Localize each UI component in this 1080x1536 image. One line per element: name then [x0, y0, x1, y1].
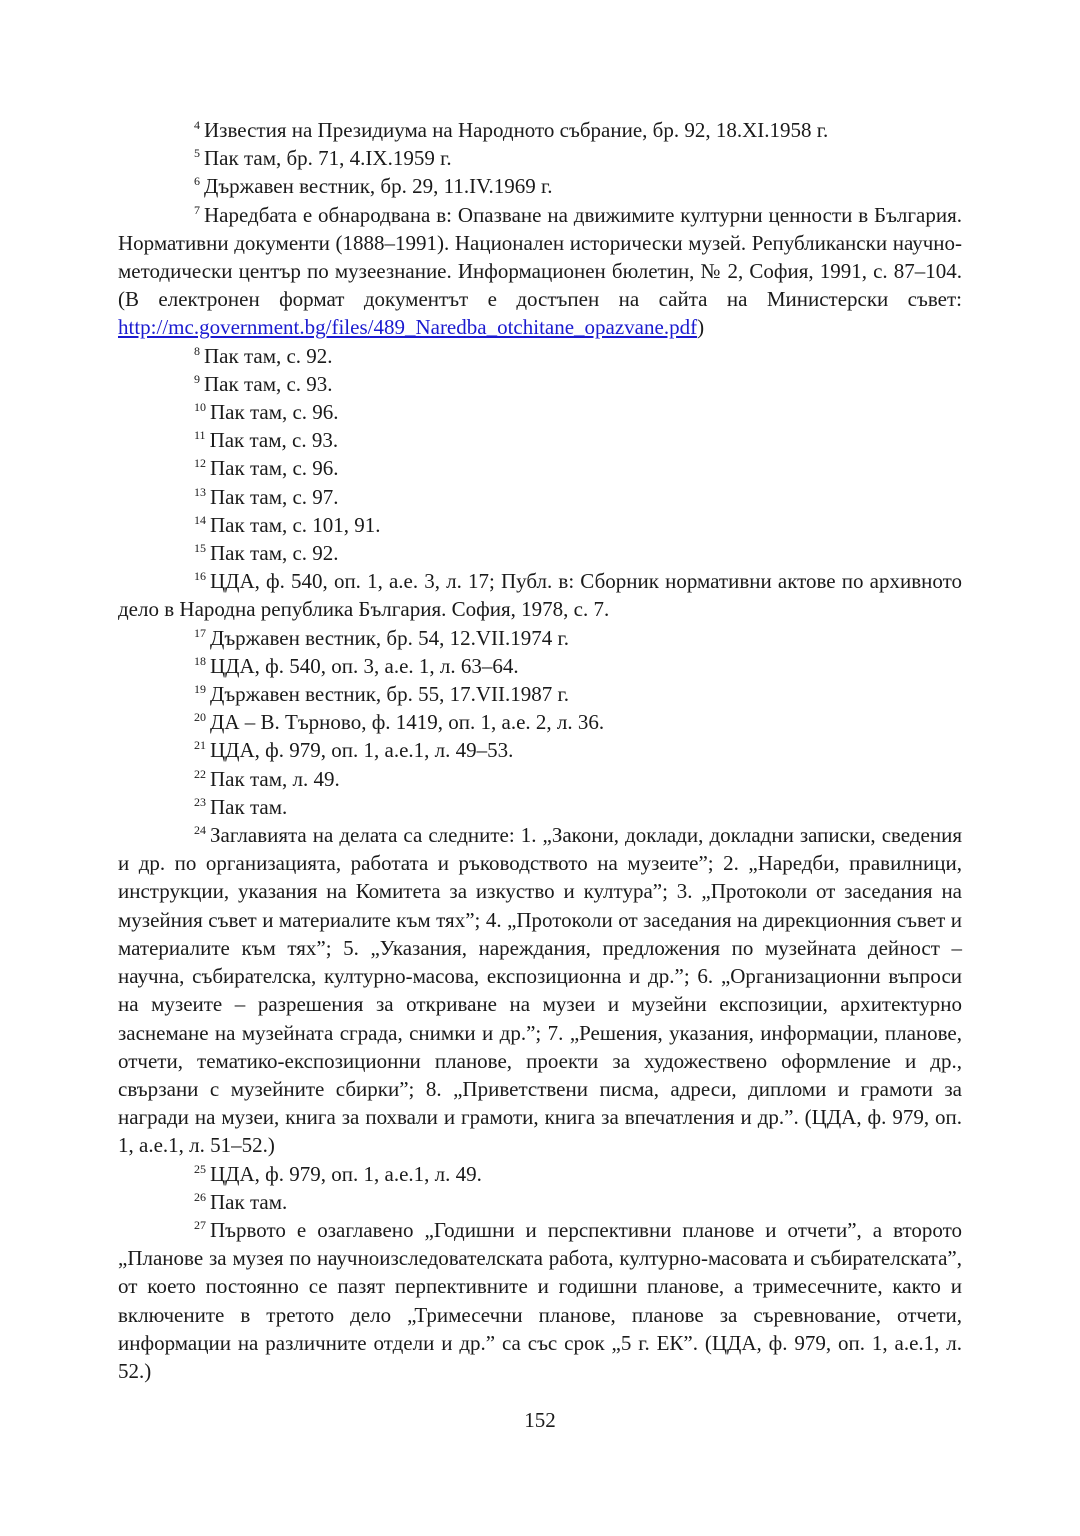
footnote-number: 16 [194, 569, 206, 584]
footnote-text: Пак там, бр. 71, 4.IX.1959 г. [204, 146, 452, 171]
page-number: 152 [524, 1408, 556, 1432]
footnote-number: 25 [194, 1161, 206, 1176]
footnote [118, 370, 962, 398]
footnote [118, 652, 962, 680]
footnote-text: ЦДА, ф. 540, оп. 1, а.е. 3, л. 17; Публ. в: Сборник нормативни актове по архивното дело в Народна република България. София, 1978, с. 7. [118, 569, 962, 622]
footnote-text: Пак там, с. 97. [210, 484, 339, 509]
footnote [118, 426, 962, 454]
footnote-text: Пак там, с. 96. [210, 400, 339, 425]
footnote [118, 765, 962, 793]
footnote [118, 821, 962, 1159]
footnote-number: 19 [194, 682, 206, 697]
footnote-number: 12 [194, 456, 206, 471]
footnote [118, 483, 962, 511]
footnote-text: Първото е озаглавено „Годишни и перспективни планове и отчети”, а второто „Планове за музея по научноизследователската работа, културно-масовата и събирателската”, от което постоянно се пазят перпективните и годишни планове, а тримесечните, както и включените в третото дело „Тримесечни планове, планове за съревнование, отчети, информации на различните отдели и др.” са със срок „5 г. ЕК”. (ЦДА, ф. 979, оп. 1, а.е.1, л. 52.) [118, 1217, 962, 1383]
footnote-text: Пак там, с. 101, 91. [210, 512, 381, 537]
footnote-text: Пак там, с. 92. [204, 343, 333, 368]
footnote-number: 27 [194, 1217, 206, 1232]
footnote-number: 7 [194, 202, 200, 217]
footnote-text: Държавен вестник, бр. 55, 17.VII.1987 г. [210, 682, 570, 707]
footnote-text-closing: ) [697, 315, 705, 340]
footnote-number: 17 [194, 625, 206, 640]
footnote-text: Държавен вестник, бр. 54, 12.VII.1974 г. [210, 625, 570, 650]
footnote [118, 793, 962, 821]
footnote [118, 708, 962, 736]
footnote-number: 4 [194, 118, 200, 132]
footnote-number: 26 [194, 1189, 206, 1204]
footnote-number: 9 [194, 371, 200, 386]
footnote-number: 13 [194, 484, 206, 499]
footnote [118, 567, 962, 623]
footnote-text: ЦДА, ф. 979, оп. 1, а.е.1, л. 49–53. [210, 738, 514, 763]
footnote [118, 116, 962, 144]
footnote-number: 10 [194, 400, 206, 415]
footnote [118, 201, 962, 342]
footnote-text: Пак там, с. 96. [210, 456, 339, 481]
footnote [118, 454, 962, 482]
footnote-text: Наредбата е обнародвана в: Опазване на движимите културни ценности в България. Нормативни документи (1888–1991). Национален исторически музей. Републикански научно-методически център по музеезнание. Информационен бюлетин, № 2, София, 1991, с. 87–104. (В електронен формат документът е достъпен на сайта на Министерски съвет: [118, 202, 962, 312]
footnote-number: 5 [194, 146, 200, 161]
footnote-text: Пак там, л. 49. [210, 766, 340, 791]
footnote-text: Пак там, с. 92. [210, 541, 339, 566]
footnote-text: Пак там, с. 93. [204, 371, 333, 396]
footnote-text: Заглавията на делата са следните: 1. „Закони, доклади, докладни записки, сведения и др. по организацията, работата и ръководството на музеите”; 2. „Наредби, правилници, инструкции, указания на Комитета за изкуство и култура”; 3. „Протоколи от заседания на музейния съвет и материалите към тях”; 4. „Протоколи от заседания на дирекционния съвет и материалите към тях”; 5. „Указания, нареждания, предложения по музейната дейност – научна, събирателска, културно-масова, експозиционна и др.”; 6. „Организационни въпроси на музеите – разрешения за откриване на музеи и музейни експозиции, архитектурно заснемане на музейната сграда, снимки и др.”; 7. „Решения, указания, информации, планове, отчети, тематико-експозиционни планове, проекти за художествено оформление и др., свързани с музейните сбирки”; 8. „Приветствени писма, адреси, дипломи и грамоти за награди на музеи, книга за похвали и грамоти, книга за впечатления и др.”. (ЦДА, ф. 979, оп. 1, а.е.1, л. 51–52.) [118, 823, 962, 1158]
footnote [118, 172, 962, 200]
footnote [118, 342, 962, 370]
footnote-number: 23 [194, 794, 206, 809]
footnote-text: ДА – В. Търново, ф. 1419, оп. 1, а.е. 2, л. 36. [210, 710, 605, 735]
document-link[interactable]: http://mc.government.bg/files/489_Naredba_otchitane_opazvane.pdf [118, 315, 698, 340]
footnote [118, 624, 962, 652]
footnote [118, 144, 962, 172]
footnote-number: 21 [194, 738, 206, 753]
footnote [118, 1216, 962, 1385]
footnote-number: 20 [194, 710, 206, 725]
footnote [118, 680, 962, 708]
footnote-text: Пак там, с. 93. [209, 428, 339, 453]
footnote [118, 1188, 962, 1216]
footnote-number: 8 [194, 343, 200, 358]
footnote [118, 398, 962, 426]
footnote-text: ЦДА, ф. 979, оп. 1, а.е.1, л. 49. [210, 1161, 482, 1186]
footnote-text: Пак там. [210, 794, 288, 819]
footnote-text: Държавен вестник, бр. 29, 11.IV.1969 г. [204, 174, 553, 199]
footnote-text: Пак там. [210, 1189, 288, 1214]
footnote-number: 15 [194, 541, 206, 556]
footnote-text: ЦДА, ф. 540, оп. 3, а.е. 1, л. 63–64. [210, 653, 519, 678]
footnotes-section [118, 116, 962, 1385]
footnote-number: 11 [194, 428, 206, 443]
footnote-text: Известия на Президиума на Народното събрание, бр. 92, 18.XI.1958 г. [204, 118, 829, 142]
footnote [118, 539, 962, 567]
footnote [118, 736, 962, 764]
footnote-number: 22 [194, 766, 206, 781]
footnote [118, 511, 962, 539]
footnote [118, 1160, 962, 1188]
footnote-number: 14 [194, 512, 206, 527]
footnote-number: 24 [194, 823, 206, 838]
footnote-number: 18 [194, 653, 206, 668]
footnote-number: 6 [194, 174, 200, 189]
